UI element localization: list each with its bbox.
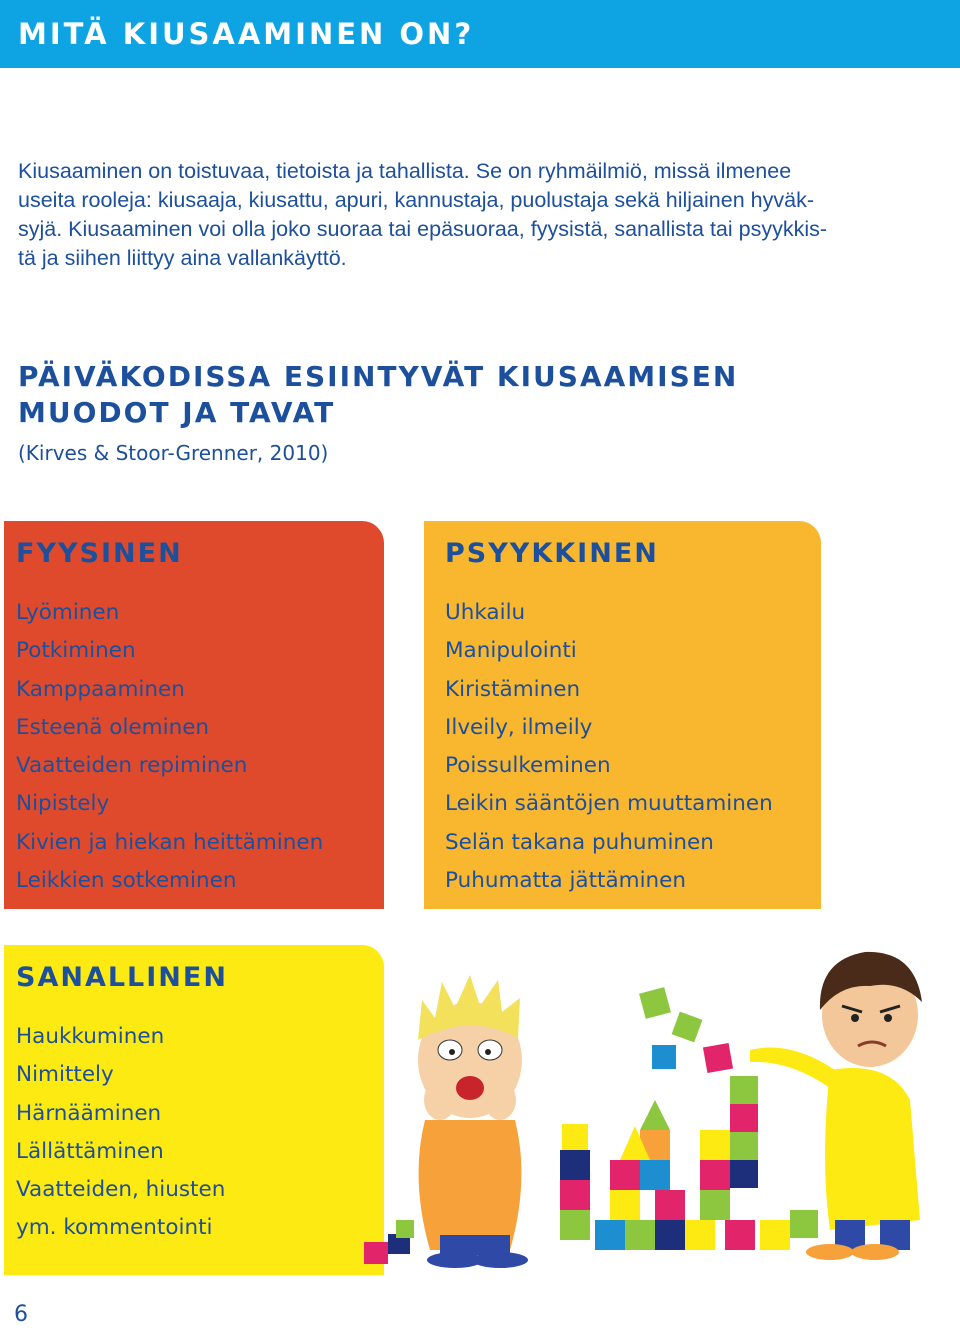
list-item: Nimittely: [16, 1062, 114, 1088]
intro-line: tä ja siihen liittyy aina vallankäyttö.: [18, 246, 347, 270]
block-stack-left-icon: [364, 1220, 414, 1264]
list-item: Vaatteiden, hiusten: [16, 1177, 226, 1203]
list-item: Ilveily, ilmeily: [445, 714, 593, 740]
falling-blocks-icon: [639, 987, 733, 1073]
list-item: Puhumatta jättäminen: [445, 868, 687, 894]
list-item: Vaatteiden repiminen: [16, 753, 248, 779]
list-item: Leikin sääntöjen muuttaminen: [445, 791, 773, 817]
card-psychological: [424, 521, 821, 909]
scared-child-icon: [418, 975, 528, 1268]
list-item: Manipulointi: [445, 638, 577, 664]
intro-line: useita rooleja: kiusaaja, kiusattu, apuri, kannustaja, puolustaja sekä hiljainen hyväk-: [18, 188, 814, 212]
header-band: [0, 0, 960, 68]
psychological-list: [445, 594, 773, 900]
card-verbal: [4, 945, 384, 1275]
list-item: Kivien ja hiekan heittäminen: [16, 829, 324, 855]
intro-paragraph: [18, 157, 923, 273]
list-item: Nipistely: [16, 791, 110, 817]
list-item: Leikkien sotkeminen: [16, 868, 237, 894]
card-title: SANALLINEN: [16, 962, 228, 993]
list-item: Uhkailu: [445, 600, 526, 625]
list-item: ym. kommentointi: [16, 1215, 213, 1241]
physical-list: [16, 594, 323, 900]
list-item: Poissulkeminen: [445, 753, 611, 779]
list-item: Haukkuminen: [16, 1024, 165, 1049]
list-item: Lyöminen: [16, 600, 120, 625]
citation: (Kirves & Stoor-Grenner, 2010): [18, 441, 329, 465]
list-item: Kamppaaminen: [16, 676, 185, 702]
verbal-list: [16, 1018, 225, 1248]
section-title-line: PÄIVÄKODISSA ESIINTYVÄT KIUSAAMISEN: [18, 360, 739, 393]
section-title-line: MUODOT JA TAVAT: [18, 396, 336, 429]
children-building-blocks-illustration: [330, 920, 960, 1275]
angry-child-icon: [750, 952, 922, 1260]
card-physical: [4, 521, 384, 909]
block-tower-icon: [560, 1076, 818, 1250]
list-item: Lällättäminen: [16, 1138, 164, 1164]
page-number: 6: [14, 1302, 28, 1327]
list-item: Selän takana puhuminen: [445, 829, 714, 855]
list-item: Härnääminen: [16, 1100, 162, 1126]
list-item: Potkiminen: [16, 638, 136, 664]
list-item: Kiristäminen: [445, 676, 581, 702]
card-title: PSYYKKINEN: [445, 538, 659, 569]
intro-line: syjä. Kiusaaminen voi olla joko suoraa tai epäsuoraa, fyysistä, sanallista tai psyykkis-: [18, 217, 828, 241]
card-title: FYYSINEN: [16, 538, 183, 569]
section-title: [18, 359, 738, 431]
page-title: MITÄ KIUSAAMINEN ON?: [18, 17, 475, 51]
intro-line: Kiusaaminen on toistuvaa, tietoista ja tahallista. Se on ryhmäilmiö, missä ilmenee: [18, 159, 792, 183]
list-item: Esteenä oleminen: [16, 714, 210, 740]
